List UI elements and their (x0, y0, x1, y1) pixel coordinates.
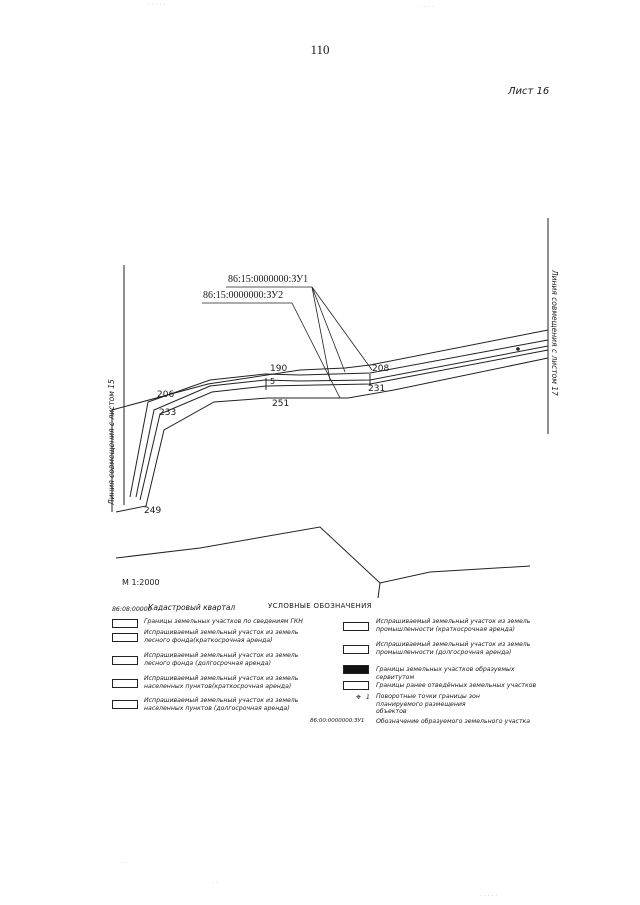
strip-line-1 (130, 340, 548, 497)
scan-artifact: · · (122, 860, 128, 867)
leader-zu2 (292, 303, 340, 398)
legend-symbol-solid (343, 665, 369, 674)
map-scale: М 1:2000 (122, 578, 160, 587)
point-label-190: 190 (270, 364, 288, 374)
cadastral-id-zu2: 86:15:0000000:ЗУ2 (203, 290, 284, 301)
legend-right-item-3: Границы земельных участков образуемых сервитутом (376, 666, 515, 681)
scan-artifact: · · · · · (480, 893, 498, 900)
point-label-208: 208 (372, 364, 390, 374)
scan-artifact: · · · · (420, 4, 434, 11)
point-label-206: 206 (157, 390, 175, 400)
point-label-5: 5 (270, 377, 276, 386)
legend-left-item-4: Испрашиваемый земельный участок из земель населенных пунктов(краткосрочная аренда) (144, 675, 299, 690)
point-label-233: 233 (159, 408, 177, 418)
legend-symbol (343, 681, 369, 690)
legend-footer-code: 86:00:0000000:ЗУ1 (310, 718, 365, 724)
leader-zu1-c (312, 287, 330, 380)
strip-outer-bottom (116, 358, 548, 512)
legend-header-code: 86:08:00000 (112, 606, 152, 613)
left-edge-label: Линия совмещения с листом 15 (107, 379, 116, 505)
legend-right-item-6: Обозначение образуемого земельного участка (376, 718, 531, 725)
page-number: 110 (310, 42, 330, 57)
legend-symbol (112, 619, 138, 628)
legend-left-item-1: Границы земельных участков по сведениям ГКН (144, 618, 303, 625)
legend-symbol (343, 622, 369, 631)
legend-right-item-2: Испрашиваемый земельный участок из земель промышленности (долгосрочная аренда) (376, 641, 531, 656)
right-edge-label: Линия совмещения с листом 17 (550, 270, 559, 396)
legend-right-item-4: Границы ранее отведённых земельных участков (376, 682, 537, 689)
terrain-line (116, 527, 530, 583)
legend-header-label: Кадастровый квартал (148, 603, 236, 612)
terrain-tick (378, 583, 380, 598)
leader-zu1-b (312, 287, 372, 370)
legend-right-item-1: Испрашиваемый земельный участок из земель промышленности (краткосрочная аренда) (376, 618, 531, 633)
legend-symbol (112, 633, 138, 642)
cadastral-id-zu1: 86:15:0000000:ЗУ1 (228, 274, 309, 285)
legend-symbol (112, 679, 138, 688)
legend-symbol (112, 700, 138, 709)
sheet-label: Лист 16 (508, 86, 550, 97)
legend-left-item-3: Испрашиваемый земельный участок из земель лесного фонда (долгосрочная аренда) (144, 652, 299, 667)
legend-title: УСЛОВНЫЕ ОБОЗНАЧЕНИЯ (268, 602, 372, 610)
point-label-231: 231 (368, 384, 386, 394)
legend-left-item-5: Испрашиваемый земельный участок из земель населенных пунктов (долгосрочная аренда) (144, 697, 299, 712)
legend-right-item-5: Поворотные точки границы зон планируемого размещения объектов (376, 693, 480, 715)
strip-line-2 (136, 346, 548, 497)
legend-symbol (112, 656, 138, 665)
leader-zu1-a (312, 287, 345, 372)
point-label-249: 249 (144, 506, 162, 516)
legend-symbol (343, 645, 369, 654)
legend-point-symbol-label: 1 (366, 694, 370, 701)
scan-artifact: · · · · · (148, 2, 166, 9)
turn-point-icon: ⌖ (356, 693, 362, 703)
legend-left-item-2: Испрашиваемый земельный участок из земель лесного фонда(краткосрочная аренда) (144, 629, 299, 644)
strip-line-3 (140, 350, 548, 500)
point-label-251: 251 (272, 399, 290, 409)
scan-artifact: · · (212, 880, 218, 887)
turn-point (516, 347, 520, 351)
